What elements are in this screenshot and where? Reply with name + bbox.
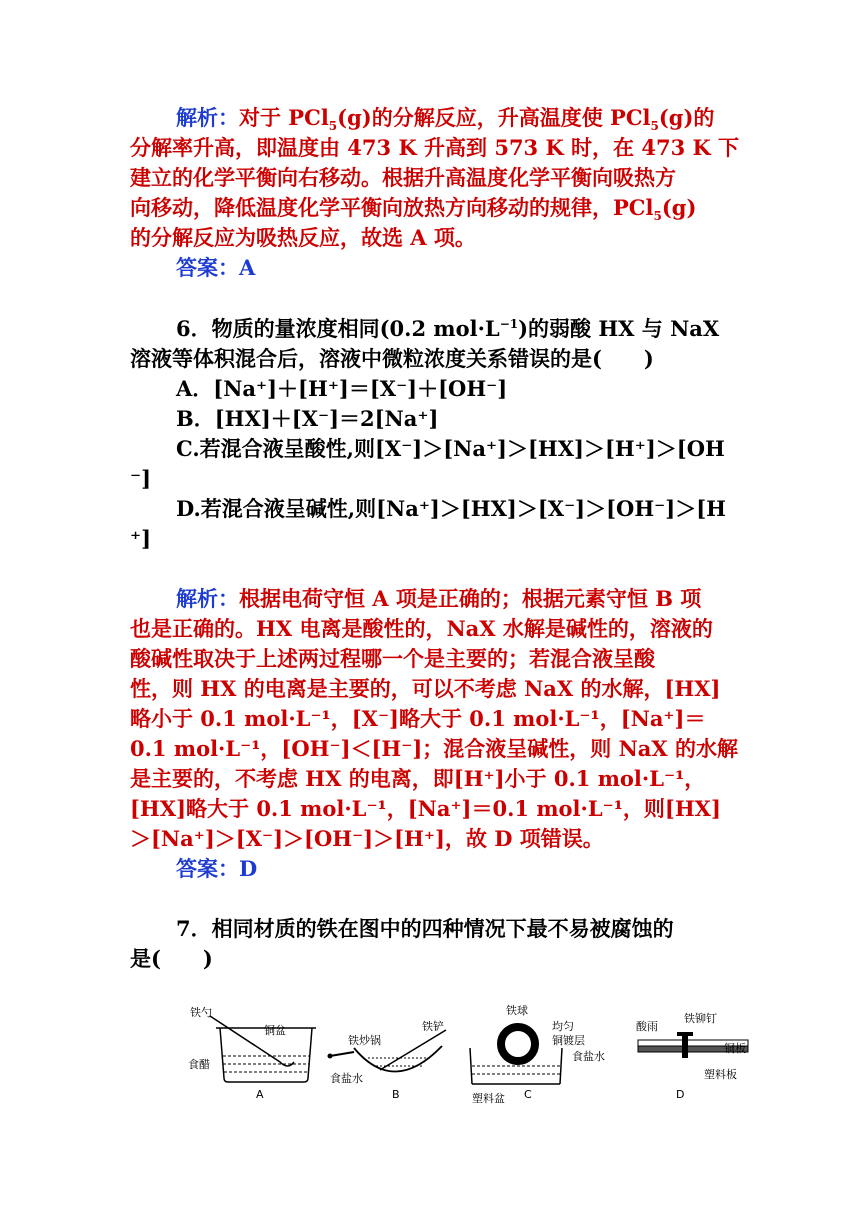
label-copper: 铜板 (724, 1042, 746, 1055)
label-basin: 铜盆 (264, 1024, 286, 1037)
corrosion-figure (180, 1000, 760, 1110)
label-salt-b: 食盐水 (330, 1072, 363, 1085)
label-ball: 铁球 (506, 1004, 528, 1017)
label-spoon: 铁勺 (190, 1006, 212, 1019)
option-c-line-2: ⁻] (130, 466, 152, 491)
question-6-line-2: 溶液等体积混合后，溶液中微粒浓度关系错误的是( ) (130, 346, 654, 371)
analysis-label: 解析： (176, 105, 239, 130)
analysis-2-line-2: 也是正确的。HX 电离是酸性的，NaX 水解是碱性的，溶液的 (130, 616, 713, 641)
label-plastic-basin: 塑料盆 (472, 1092, 505, 1105)
label-rain: 酸雨 (636, 1020, 658, 1033)
analysis-2-line-9: ＞[Na⁺]＞[X⁻]＞[OH⁻]＞[H⁺]，故 D 项错误。 (130, 826, 604, 851)
label-a: A (256, 1088, 264, 1101)
figure-b (328, 1019, 447, 1101)
analysis-1-line-2: 分解率升高，即温度由 473 K 升高到 573 K 时，在 473 K 下 (130, 135, 740, 160)
analysis-2-line-3: 酸碱性取决于上述两过程哪一个是主要的；若混合液呈酸 (130, 646, 655, 671)
figure-c (470, 1003, 605, 1105)
question-7-line-1: 7．相同材质的铁在图中的四种情况下最不易被腐蚀的 (176, 916, 674, 941)
question-6-line-1: 6．物质的量浓度相同(0.2 $mol\cdot L^{-1}$)的弱酸 HX 与 NaX (176, 316, 720, 341)
label-b: B (392, 1088, 400, 1101)
label-even: 均匀 (552, 1020, 574, 1033)
label-rivet: 铁铆钉 (684, 1012, 717, 1025)
analysis-1-line-3: 建立的化学平衡向右移动。根据升高温度化学平衡向吸热方 (130, 165, 676, 190)
label-c: C (524, 1088, 532, 1101)
label-plastic-plate: 塑料板 (704, 1068, 737, 1081)
figure-a (188, 1005, 316, 1101)
analysis-2-line-4: 性，则 HX 的电离是主要的，可以不考虑 NaX 的水解，[HX] (130, 676, 721, 701)
figure-d (636, 1011, 748, 1101)
label-d: D (676, 1088, 685, 1101)
analysis-1-line-4: 向移动，降低温度化学平衡向放热方向移动的规律，PCl$_5$(g) (130, 195, 697, 224)
label-salt-c: 食盐水 (572, 1050, 605, 1063)
analysis-1-line-1: 解析：对于 PCl$_5$(g)的分解反应，升高温度使 PCl$_5$(g)的 (176, 105, 715, 134)
answer-1: 答案：A (176, 255, 256, 280)
analysis-1-line-5: 的分解反应为吸热反应，故选 A 项。 (130, 225, 476, 250)
analysis-2-line-1: 解析：根据电荷守恒 A 项是正确的；根据元素守恒 B 项 (176, 586, 702, 611)
question-7-line-2: 是( ) (130, 946, 213, 971)
option-d-line-2: ⁺] (130, 526, 152, 551)
label-wok: 铁炒锅 (348, 1034, 381, 1047)
analysis-2-line-7: 是主要的，不考虑 HX 的电离，即[H⁺]小于 0.1 mol·L⁻¹， (130, 766, 706, 791)
option-b: B．[HX]＋[X⁻]＝2[Na⁺] (176, 406, 439, 431)
analysis-2-line-8: [HX]略大于 0.1 mol·L⁻¹，[Na⁺]＝0.1 mol·L⁻¹，则[HX] (130, 796, 721, 821)
analysis-2-line-6: 0.1 mol·L⁻¹，[OH⁻]＜[H⁻]；混合液呈碱性，则 NaX 的水解 (130, 736, 739, 761)
label-shovel: 铁铲 (422, 1020, 444, 1033)
option-a: A．[Na⁺]＋[H⁺]＝[X⁻]＋[OH⁻] (176, 376, 508, 401)
analysis-2-line-5: 略小于 0.1 mol·L⁻¹，[X⁻]略大于 0.1 mol·L⁻¹，[Na⁺]＝ (130, 706, 706, 731)
option-c-line-1: C.若混合液呈酸性,则[X⁻]＞[Na⁺]＞[HX]＞[H⁺]＞[OH (176, 436, 725, 461)
label-coat: 铜镀层 (552, 1034, 585, 1047)
answer-2: 答案：D (176, 856, 258, 881)
option-d-line-1: D.若混合液呈碱性,则[Na⁺]＞[HX]＞[X⁻]＞[OH⁻]＞[H (176, 496, 726, 521)
analysis-label: 解析： (176, 586, 239, 611)
label-vinegar: 食醋 (188, 1058, 210, 1071)
